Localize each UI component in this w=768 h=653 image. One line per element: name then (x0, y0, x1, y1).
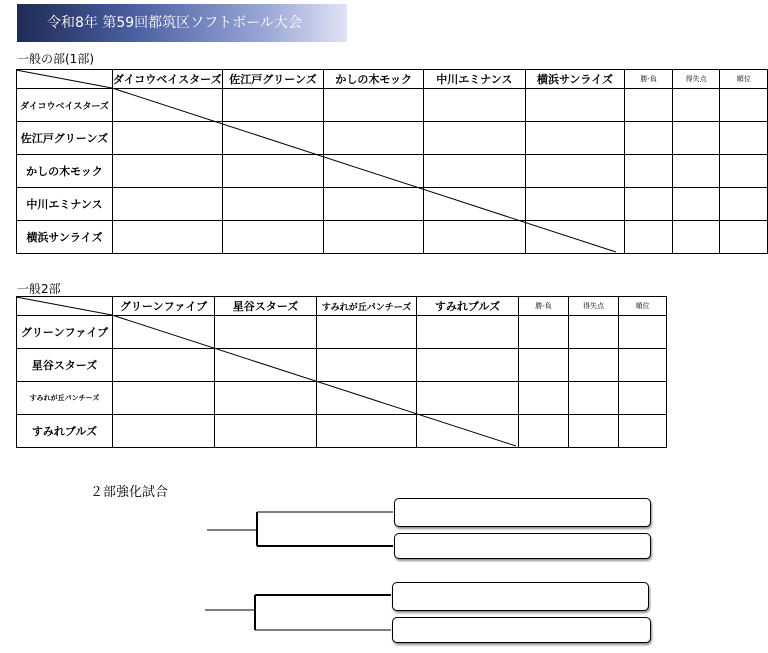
col-rank: 順位 (619, 297, 667, 316)
score-cell (113, 349, 215, 382)
stat-cell (569, 349, 619, 382)
score-cell (525, 89, 625, 122)
stat-cell (720, 122, 768, 155)
score-cell (324, 188, 424, 221)
score-cell (222, 122, 324, 155)
col-run-diff: 得失点 (672, 70, 720, 89)
stat-cell (672, 155, 720, 188)
stat-cell (519, 316, 569, 349)
score-cell (222, 188, 324, 221)
stat-cell (720, 155, 768, 188)
stat-cell (519, 349, 569, 382)
score-cell (424, 155, 526, 188)
row-team: 星谷スターズ (17, 349, 113, 382)
score-cell (113, 415, 215, 448)
tournament-banner (17, 4, 347, 42)
stat-cell (625, 89, 673, 122)
stat-cell (625, 188, 673, 221)
score-cell (112, 89, 222, 122)
score-cell (424, 188, 526, 221)
score-cell (417, 349, 519, 382)
score-cell (113, 316, 215, 349)
stat-cell (625, 221, 673, 254)
score-cell (215, 415, 317, 448)
score-cell (324, 155, 424, 188)
col-team: ダイコウベイスターズ (112, 70, 222, 89)
score-cell (417, 382, 519, 415)
tournament-title: 令和8年 第59回都筑区ソフトボール大会 (47, 15, 302, 31)
bracket-upper (207, 512, 393, 546)
col-run-diff: 得失点 (569, 297, 619, 316)
stat-cell (619, 349, 667, 382)
score-cell (112, 155, 222, 188)
row-team: かしの木モック (17, 155, 113, 188)
stat-cell (619, 316, 667, 349)
stat-cell (720, 188, 768, 221)
col-team: かしの木モック (324, 70, 424, 89)
score-cell (113, 382, 215, 415)
division1-table (16, 69, 768, 254)
score-cell (112, 188, 222, 221)
score-cell (112, 221, 222, 254)
stat-cell (519, 382, 569, 415)
score-cell (317, 382, 417, 415)
bracket-slot (392, 617, 651, 643)
division2-table (16, 296, 667, 448)
stat-cell (672, 221, 720, 254)
score-cell (525, 122, 625, 155)
col-rank: 順位 (720, 70, 768, 89)
score-cell (222, 221, 324, 254)
stat-cell (720, 89, 768, 122)
score-cell (324, 89, 424, 122)
row-team: グリーンファイブ (17, 316, 113, 349)
stat-cell (569, 415, 619, 448)
playoff-title: ２部強化試合 (90, 485, 169, 500)
score-cell (525, 221, 625, 254)
score-cell (222, 155, 324, 188)
stat-cell (672, 89, 720, 122)
row-team: 中川エミナンス (17, 188, 113, 221)
col-win-loss: 勝-負 (519, 297, 569, 316)
corner-cell (17, 297, 113, 316)
corner-cell (17, 70, 113, 89)
stat-cell (625, 122, 673, 155)
row-team: 横浜サンライズ (17, 221, 113, 254)
col-win-loss: 勝-負 (625, 70, 673, 89)
col-team: すみれが丘パンチーズ (317, 297, 417, 316)
score-cell (215, 349, 317, 382)
stat-cell (569, 382, 619, 415)
row-team: すみれブルズ (17, 415, 113, 448)
score-cell (525, 155, 625, 188)
col-team: グリーンファイブ (113, 297, 215, 316)
score-cell (222, 89, 324, 122)
score-cell (525, 188, 625, 221)
stat-cell (672, 188, 720, 221)
score-cell (424, 221, 526, 254)
bracket-slot (394, 498, 651, 527)
score-cell (317, 349, 417, 382)
row-team: すみれが丘パンチーズ (17, 382, 113, 415)
col-team: 星谷スターズ (215, 297, 317, 316)
stat-cell (619, 415, 667, 448)
score-cell (424, 89, 526, 122)
stat-cell (569, 316, 619, 349)
bracket-slot (394, 533, 651, 559)
stat-cell (720, 221, 768, 254)
col-team: 佐江戸グリーンズ (222, 70, 324, 89)
division1-label: 一般の部(1部) (17, 52, 94, 66)
stat-cell (625, 155, 673, 188)
division2-label: 一般2部 (17, 282, 61, 296)
score-cell (417, 316, 519, 349)
col-team: 中川エミナンス (424, 70, 526, 89)
score-cell (215, 316, 317, 349)
score-cell (424, 122, 526, 155)
score-cell (112, 122, 222, 155)
score-cell (317, 415, 417, 448)
score-cell (317, 316, 417, 349)
row-team: ダイコウベイスターズ (17, 89, 113, 122)
bracket-slot (392, 582, 649, 611)
score-cell (324, 221, 424, 254)
stat-cell (672, 122, 720, 155)
row-team: 佐江戸グリーンズ (17, 122, 113, 155)
score-cell (215, 382, 317, 415)
col-team: すみれブルズ (417, 297, 519, 316)
col-team: 横浜サンライズ (525, 70, 625, 89)
score-cell (324, 122, 424, 155)
stat-cell (519, 415, 569, 448)
bracket-lower (205, 595, 391, 630)
stat-cell (619, 382, 667, 415)
score-cell (417, 415, 519, 448)
